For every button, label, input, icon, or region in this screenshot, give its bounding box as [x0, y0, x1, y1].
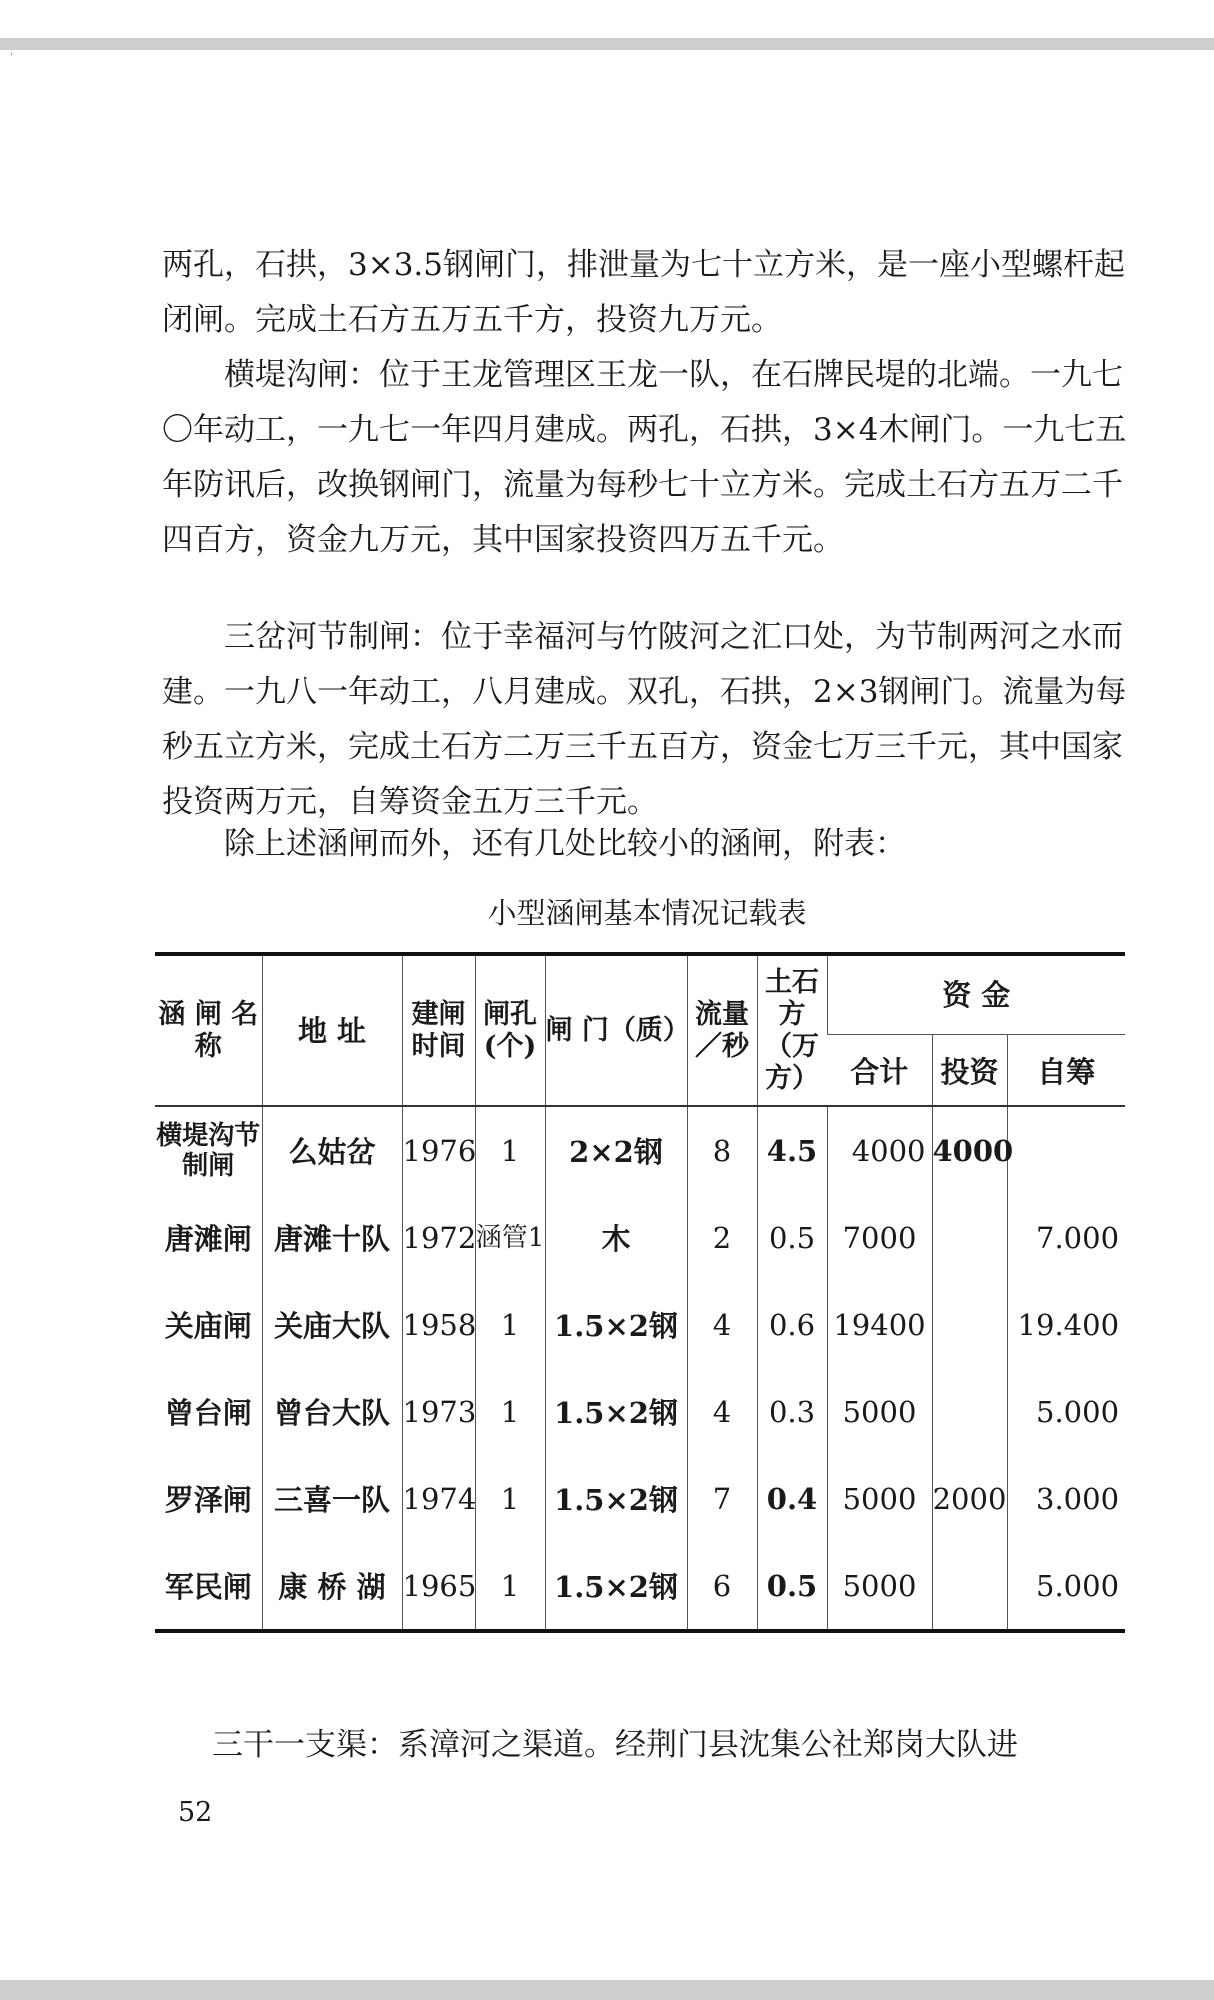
header-invest: 投资: [932, 1035, 1007, 1107]
cell-flow: 8: [687, 1106, 757, 1194]
cell-name: 罗泽闸: [164, 1483, 252, 1517]
cell-address: 关庙大队: [262, 1281, 402, 1368]
cell-gate: 1.5×2钢: [545, 1455, 687, 1542]
cell-year: 1976: [402, 1106, 475, 1194]
cell-gate: 2×2钢: [545, 1106, 687, 1194]
cell-earth: 0.5: [757, 1194, 827, 1281]
cell-address: 唐滩十队: [262, 1194, 402, 1281]
header-name: 涵 闸 名 称: [158, 998, 259, 1062]
cell-total: 5000: [827, 1542, 932, 1631]
cell-self: 7.000: [1007, 1194, 1125, 1281]
cell-holes: 涵管1: [475, 1194, 545, 1281]
cell-total: 5000: [827, 1368, 932, 1455]
cell-earth: 0.4: [757, 1455, 827, 1542]
cell-total: 5000: [827, 1455, 932, 1542]
cell-gate: 1.5×2钢: [545, 1281, 687, 1368]
cell-earth: 0.5: [757, 1542, 827, 1631]
cell-year: 1972: [402, 1194, 475, 1281]
cell-flow: 2: [687, 1194, 757, 1281]
cell-self: [1007, 1106, 1125, 1194]
cell-address: 曾台大队: [262, 1368, 402, 1455]
cell-self: 3.000: [1007, 1455, 1125, 1542]
table-row: [155, 1542, 1125, 1631]
table-row: [155, 1194, 1125, 1281]
cell-earth: 0.3: [757, 1368, 827, 1455]
cell-address: 么姑岔: [262, 1106, 402, 1194]
cell-year: 1958: [402, 1281, 475, 1368]
table-row: [155, 1281, 1125, 1368]
header-total: 合计: [827, 1035, 932, 1107]
cell-gate: 1.5×2钢: [545, 1542, 687, 1631]
header-earth: 土石方（万方）: [757, 954, 827, 1106]
cell-invest: [932, 1281, 1007, 1368]
paragraph-hengdigou-gate: 横堤沟闸：位于王龙管理区王龙一队，在石牌民堤的北端。一九七〇年动工，一九七一年四月建成。两孔，石拱，3×4木闸门。一九七五年防讯后，改换钢闸门，流量为每秒七十立方米。完成土石方五万二千四百方，资金九万元，其中国家投资四万五千元。: [162, 357, 1127, 558]
header-holes: 闸孔(个): [475, 954, 545, 1106]
cell-total: 7000: [827, 1194, 932, 1281]
cell-total: 19400: [827, 1281, 932, 1368]
cell-invest: 2000: [932, 1455, 1007, 1542]
paragraph-table-intro: 除上述涵闸而外，还有几处比较小的涵闸，附表：: [224, 826, 906, 862]
scan-mark: ': [10, 52, 13, 63]
header-gate: 闸 门（质）: [545, 954, 687, 1106]
cell-gate: 木: [545, 1194, 687, 1281]
cell-invest: [932, 1368, 1007, 1455]
cell-flow: 4: [687, 1368, 757, 1455]
cell-self: 5.000: [1007, 1368, 1125, 1455]
paragraph-sanchahe-gate: 三岔河节制闸：位于幸福河与竹陂河之汇口处，为节制两河之水而建。一九八一年动工，八月建成。双孔，石拱，2×3钢闸门。流量为每秒五立方米，完成土石方二万三千五百方，资金七万三千元，其中国家投资两万元，自筹资金五万三千元。: [162, 619, 1127, 820]
cell-holes: 1: [475, 1106, 545, 1194]
cell-name: 曾台闸: [164, 1396, 252, 1430]
cell-earth: 0.6: [757, 1281, 827, 1368]
cell-holes: 1: [475, 1368, 545, 1455]
header-self: 自筹: [1007, 1035, 1125, 1107]
cell-name: 军民闸: [164, 1570, 252, 1604]
header-built: 建闸时间: [402, 954, 475, 1106]
table-row: [155, 1106, 1125, 1194]
cell-invest: [932, 1542, 1007, 1631]
cell-year: 1974: [402, 1455, 475, 1542]
table-row: [155, 1368, 1125, 1455]
cell-name: 关庙闸: [164, 1309, 252, 1343]
paragraph-1: 两孔，石拱，3×3.5钢闸门，排泄量为七十立方米，是一座小型螺杆起闭闸。完成土石方五万五千方，投资九万元。: [162, 247, 1125, 338]
cell-gate: 1.5×2钢: [545, 1368, 687, 1455]
bottom-scan-border: [0, 1980, 1214, 2000]
cell-self: 19.400: [1007, 1281, 1125, 1368]
cell-address: 康 桥 湖: [262, 1542, 402, 1631]
cell-invest: 4000: [932, 1106, 1007, 1194]
cell-flow: 6: [687, 1542, 757, 1631]
paragraph-canal: 三干一支渠：系漳河之渠道。经荆门县沈集公社郑岗大队进: [212, 1727, 1018, 1763]
sluice-table: [155, 952, 1125, 1633]
cell-holes: 1: [475, 1542, 545, 1631]
header-flow: 流量／秒: [687, 954, 757, 1106]
cell-name: 横堤沟节制闸: [156, 1120, 261, 1181]
cell-year: 1965: [402, 1542, 475, 1631]
cell-name: 唐滩闸: [164, 1222, 252, 1256]
cell-holes: 1: [475, 1455, 545, 1542]
cell-self: 5.000: [1007, 1542, 1125, 1631]
table-caption: 小型涵闸基本情况记载表: [487, 896, 807, 930]
cell-year: 1973: [402, 1368, 475, 1455]
header-address: 地 址: [262, 954, 402, 1106]
table-row: [155, 1455, 1125, 1542]
header-fund: 资 金: [827, 954, 1125, 1035]
cell-invest: [932, 1194, 1007, 1281]
cell-holes: 1: [475, 1281, 545, 1368]
page-number: 52: [178, 1797, 213, 1828]
cell-flow: 4: [687, 1281, 757, 1368]
cell-address: 三喜一队: [262, 1455, 402, 1542]
cell-earth: 4.5: [757, 1106, 827, 1194]
cell-total: 4000: [827, 1106, 932, 1194]
cell-flow: 7: [687, 1455, 757, 1542]
top-scan-border: [0, 38, 1214, 50]
